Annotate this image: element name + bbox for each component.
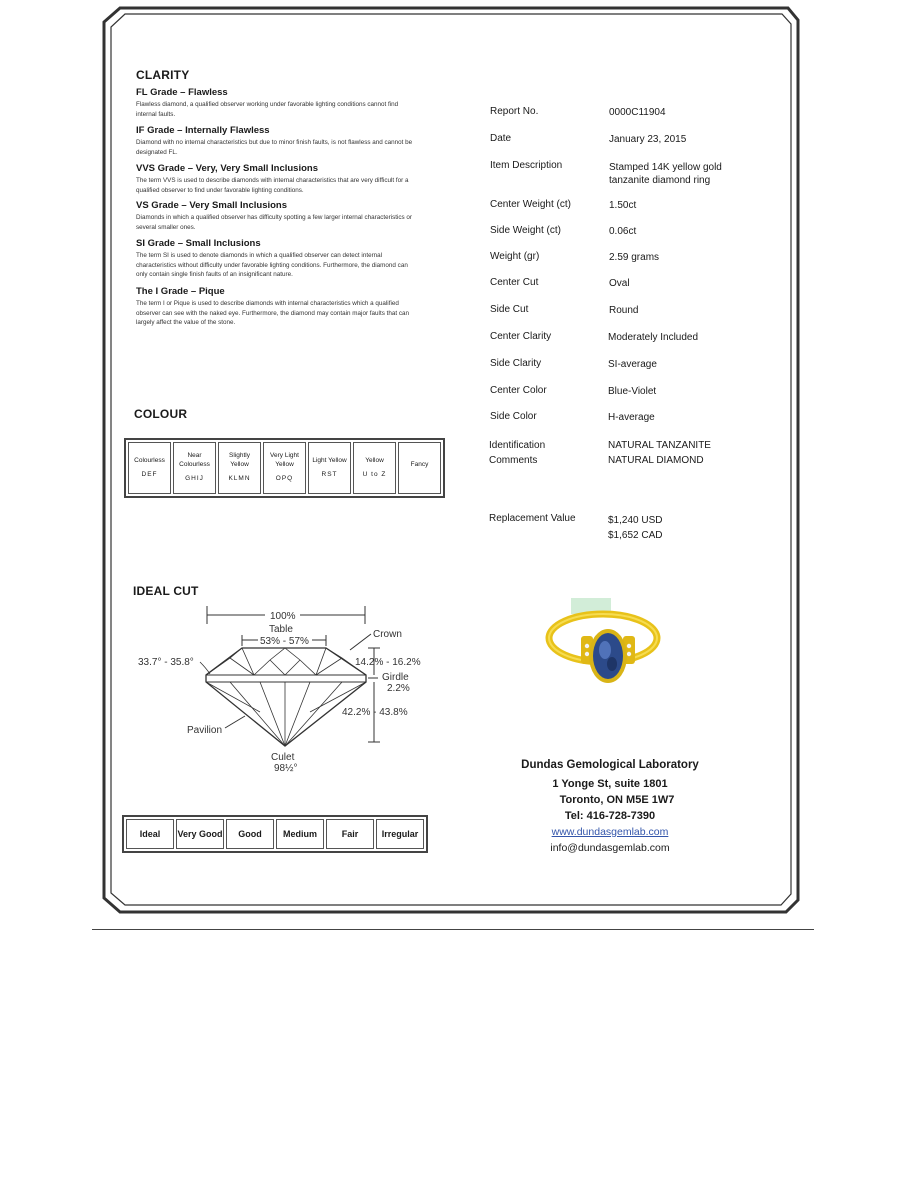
cut-grade-cell: Fair [326, 819, 374, 849]
girdle-pct-label: 2.2% [387, 683, 410, 694]
report-value: H-average [608, 412, 655, 423]
report-label: Side Color [490, 411, 537, 422]
grade-text: Flawless diamond, a qualified observer working under favorable lighting conditions cannot find internal faults. [136, 101, 399, 118]
report-label: Replacement Value [489, 513, 576, 524]
report-value: 0.06ct [609, 226, 637, 237]
clarity-grade-vs [136, 200, 416, 232]
grade-title: The I Grade – Pique [136, 286, 225, 297]
report-value: 1.50ct [609, 200, 637, 211]
report-label: Side Weight (ct) [490, 225, 561, 236]
grade-title: FL Grade – Flawless [136, 87, 228, 98]
report-label: Center Weight (ct) [490, 199, 571, 210]
table-label: Table [269, 624, 293, 635]
report-value: January 23, 2015 [609, 134, 687, 145]
report-label: Weight (gr) [490, 251, 540, 262]
crown-angle-label: 33.7° - 35.8° [138, 657, 194, 668]
report-label: Identification Comments [489, 440, 546, 466]
grade-text: Diamond with no internal characteristics but due to minor finish faults, is not flawless and cannot be designated FL. [136, 139, 413, 156]
cut-grade-cell: Good [226, 819, 274, 849]
ring-photo [543, 596, 673, 696]
culet-pct-label: 98½° [274, 763, 298, 774]
colour-cell: Near Colourless GHIJ [173, 442, 216, 494]
grade-text: The term VVS is used to describe diamonds with internal characteristics that are very difficult for a qualified observer to find under favorable lighting conditions. [136, 177, 409, 194]
report-value: Stamped 14K yellow gold tanzanite diamond ring [609, 162, 722, 186]
report-label: Center Cut [490, 277, 539, 288]
colour-cell: Light Yellow RST [308, 442, 351, 494]
grade-title: SI Grade – Small Inclusions [136, 238, 261, 249]
lab-name: Dundas Gemological Laboratory [521, 759, 699, 771]
crown-label: Crown [373, 629, 402, 640]
colour-cell: Fancy [398, 442, 441, 494]
grade-title: VS Grade – Very Small Inclusions [136, 200, 288, 211]
clarity-grade-vvs [136, 163, 416, 195]
colour-scale [124, 438, 445, 498]
cut-grade-cell: Irregular [376, 819, 424, 849]
girdle-label: Girdle [382, 672, 409, 683]
report-label: Center Color [490, 385, 547, 396]
ideal-cut-title: IDEAL CUT [133, 584, 199, 598]
report-label: Side Clarity [490, 358, 542, 369]
total-width-label: 100% [270, 611, 296, 622]
report-label: Center Clarity [490, 331, 552, 342]
report-value: 2.59 grams [609, 252, 660, 263]
grade-text: Diamonds in which a qualified observer has difficulty spotting a few larger internal characteristics or several smaller ones. [136, 214, 413, 231]
report-value: SI-average [608, 359, 657, 370]
clarity-grade-i [136, 286, 416, 328]
lab-info [505, 757, 715, 856]
colour-title: COLOUR [134, 407, 188, 421]
clarity-grade-fl [136, 87, 416, 119]
colour-cell: Slightly Yellow KLMN [218, 442, 261, 494]
report-label: Side Cut [490, 304, 529, 315]
report-value: Blue-Violet [608, 386, 657, 397]
colour-cell: Very Light Yellow OPQ [263, 442, 306, 494]
cut-grade-scale [122, 815, 428, 853]
report-value: NATURAL TANZANITE NATURAL DIAMOND [608, 440, 711, 466]
diamond-cut-diagram [130, 602, 450, 777]
pavilion-label: Pavilion [187, 725, 223, 736]
report-label: Item Description [490, 160, 563, 171]
colour-cell: Colourless DEF [128, 442, 171, 494]
cut-grade-cell: Ideal [126, 819, 174, 849]
report-label: Report No. [490, 106, 539, 117]
grade-title: IF Grade – Internally Flawless [136, 125, 270, 136]
colour-cell: Yellow U to Z [353, 442, 396, 494]
report-value: $1,240 USD $1,652 CAD [608, 515, 663, 541]
pavilion-depth-label: 42.2% - 43.8% [342, 707, 408, 718]
grade-title: VVS Grade – Very, Very Small Inclusions [136, 163, 318, 174]
cut-grade-cell: Medium [276, 819, 324, 849]
clarity-grade-si [136, 238, 416, 280]
table-range-label: 53% - 57% [260, 636, 309, 647]
report-value: 0000C11904 [609, 107, 666, 118]
report-value: Round [609, 305, 639, 316]
crown-height-label: 14.2% - 16.2% [355, 657, 421, 668]
lab-email: info@dundasgemlab.com [550, 842, 670, 854]
grade-text: The term I or Pique is used to describe diamonds with internal characteristics which a qualified observer can see with the naked eye. Furthermore, the diamond may contain major faults that can largely affect the value of the stone. [136, 300, 410, 326]
lab-website-link[interactable]: www.dundasgemlab.com [551, 826, 669, 838]
clarity-grade-if [136, 125, 416, 157]
lab-address-2: Toronto, ON M5E 1W7 [559, 794, 675, 806]
culet-label: Culet [271, 752, 295, 763]
report-value: Oval [609, 278, 630, 289]
grade-text: The term SI is used to denote diamonds in which a qualified observer can detect internal characteristics without difficulty under favorable lighting conditions. Furthermore, the diamond can only contain single finish faults of an insignificant nature. [136, 252, 408, 278]
clarity-title: CLARITY [136, 68, 190, 82]
cut-grade-cell: Very Good [176, 819, 224, 849]
lab-address-1: 1 Yonge St, suite 1801 [552, 778, 668, 790]
report-label: Date [490, 133, 512, 144]
page-divider [92, 929, 814, 930]
lab-phone: Tel: 416-728-7390 [564, 810, 656, 822]
report-value: Moderately Included [608, 332, 699, 343]
